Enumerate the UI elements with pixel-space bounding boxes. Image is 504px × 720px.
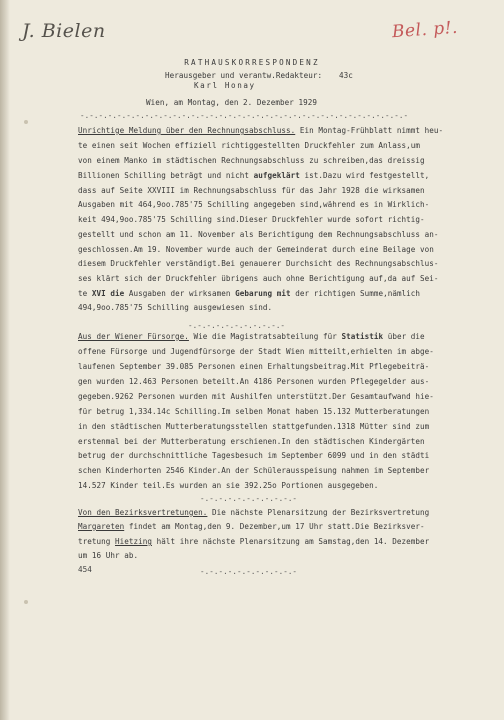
article-2-line: 14.527 Kinder teil.Es wurden an sie 392.25o Portionen ausgegeben. [78,481,379,490]
article-2-line: erstenmal bei der Mutterberatung erschienen.In den städtischen Kindergärten [78,437,425,446]
article-1-line: Billionen Schilling beträgt und nicht aufgeklärt ist.Dazu wird festgestellt, [78,171,430,180]
article-2-line: gen wurden 12.463 Personen beteilt.An 4186 Personen wurden Pflegegelder aus- [78,377,430,386]
article-1-line: te einen seit Wochen effiziell richtiggestellten Druckfehler zum Anlass,um [78,141,421,150]
article-2-line: offene Fürsorge und Jugendfürsorge der Stadt Wien mitteilt,erhielten im abge- [78,347,434,356]
article-2-line-1: Aus der Wiener Fürsorge. Wie die Magistratsabteilung für Statistik über die [78,332,425,341]
article-2-line: betrug der durchschnittliche Tagesbesuch im September 6099 und in den städti [78,451,430,460]
article-3-line-1: Von den Bezirksvertretungen. Die nächste Plenarsitzung der Bezirksvertretung [78,508,430,517]
page-number: 454 [78,565,92,574]
article-3-line: Margareten findet am Montag,den 9. Dezember,um 17 Uhr statt.Die Bezirksver- [78,522,425,531]
article-2-line: schen Kinderhorten 2546 Kinder.An der Schülerausspeisung nahmen im September [78,466,430,475]
article-1-line: 494,9oo.785'75 Schilling ausgewiesen sind. [78,303,273,312]
article-1-title: Unrichtige Meldung über den Rechnungsabschluss. [78,126,296,135]
article-1-line: ses klärt sich der Druckfehler übrigens auch ohne Berichtigung auf,da auf Sei- [78,274,439,283]
article-1-line: diesem Druckfehler verständigt.Bei genauerer Durchsicht des Rechnungsabschlus- [78,259,439,268]
section-separator: -.-.-.-.-.-.-.-.-.-.- [188,321,286,330]
article-3-line: tretung Hietzing hält ihre nächste Plenarsitzung am Samstag,den 14. Dezember [78,537,430,546]
article-1-line: dass auf Seite XXVIII im Rechnungsabschluss für das Jahr 1928 die wirksamen [78,186,425,195]
editor-name: Karl Honay [194,81,256,90]
article-2-line: laufenen September 39.085 Personen einen Erhaltungsbeitrag.Mit Pflegebeiträ- [78,362,430,371]
article-2-line: in den städtischen Mutterberatungsstellen stattgefunden.1318 Mütter sind zum [78,422,430,431]
article-2-title: Aus der Wiener Fürsorge. [78,332,189,341]
article-1-line: geschlossen.Am 19. November wurde auch der Gemeinderat durch eine Beilage von [78,245,434,254]
article-2-line: für betrug 1,334.14c Schilling.Im selben Monat haben 15.132 Mutterberatungen [78,407,430,416]
handwritten-note-left: J. Bielen [22,20,106,42]
article-1-line: Ausgaben mit 464,9oo.785'75 Schilling angegeben sind,während es in Wirklich- [78,200,430,209]
article-2-line: gegeben.9262 Personen wurden mit Aushilfen unterstützt.Der Gesamtaufwand hie- [78,392,434,401]
issue-number: 43c [339,71,353,80]
masthead-title: RATHAUSKORRESPONDENZ [184,58,320,67]
punch-hole [24,600,28,604]
article-1-line: te XVI die Ausgaben der wirksamen Gebarung mit der richtigen Summe,nämlich [78,289,421,298]
binding-edge [0,0,10,720]
dateline: Wien, am Montag, den 2. Dezember 1929 [146,98,318,107]
punch-hole [24,120,28,124]
article-3-title: Von den Bezirksvertretungen. [78,508,208,517]
article-1-line-1: Unrichtige Meldung über den Rechnungsabschluss. Ein Montag-Frühblatt nimmt heu- [78,126,444,135]
section-separator: -.-.-.-.-.-.-.-.-.-.- [200,494,298,503]
publisher-line: Herausgeber und verantw.Redakteur: [165,71,323,80]
article-3-line: um 16 Uhr ab. [78,551,139,560]
article-1-line: von einem Manko im städtischen Rechnungsabschluss zu schreiben,das dreissig [78,156,425,165]
header-separator: -.-.-.-.-.-.-.-.-.-.-.-.-.-.-.-.-.-.-.-.-.-.-.-.-.-.-.-.-.-.-.-.-.-.-.- [80,111,409,120]
article-1-line: keit 494,9oo.785'75 Schilling sind.Dieser Druckfehler wurde sofort richtig- [78,215,425,224]
handwritten-note-right: Bel. p!. [391,17,459,43]
footer-separator: -.-.-.-.-.-.-.-.-.-.- [200,567,298,576]
article-1-line: gestellt und schon am 11. November als Berichtigung dem Rechnungsabschluss an- [78,230,439,239]
